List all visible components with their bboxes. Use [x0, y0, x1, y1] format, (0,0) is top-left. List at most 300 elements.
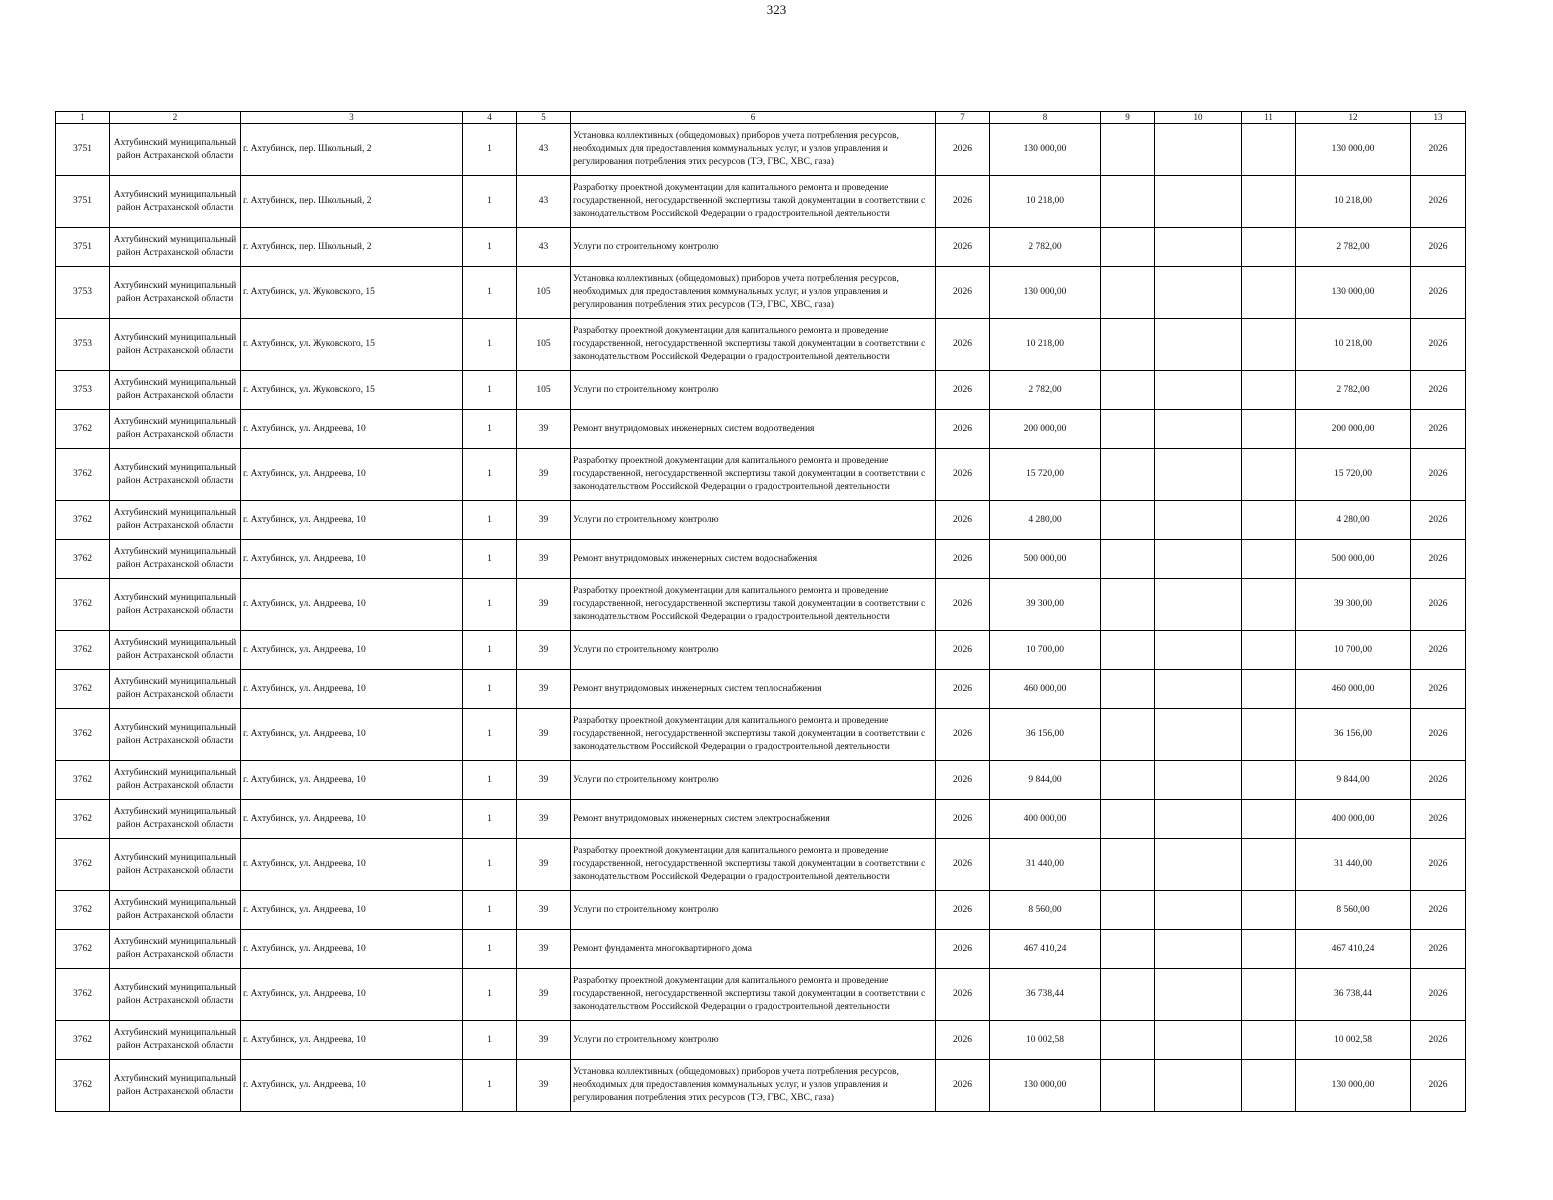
column-header: 13: [1411, 112, 1466, 124]
district-cell: Ахтубинский муниципальный район Астраханской области: [110, 449, 241, 501]
table-row: [56, 969, 1466, 1021]
empty-cell: [1155, 800, 1242, 839]
address-cell: г. Ахтубинск, ул. Андреева, 10: [241, 800, 463, 839]
year-end-cell: 2026: [1411, 410, 1466, 449]
address-cell: г. Ахтубинск, пер. Школьный, 2: [241, 176, 463, 228]
empty-cell: [1242, 228, 1296, 267]
district-cell: Ахтубинский муниципальный район Астраханской области: [110, 891, 241, 930]
record-id: 3753: [56, 371, 110, 410]
count-cell: 1: [463, 371, 517, 410]
empty-cell: [1242, 371, 1296, 410]
amount-cell: 2 782,00: [990, 371, 1101, 410]
empty-cell: [1101, 501, 1155, 540]
amount-cell: 130 000,00: [990, 124, 1101, 176]
empty-cell: [1242, 540, 1296, 579]
unit-cell: 39: [517, 449, 571, 501]
total-cell: 500 000,00: [1296, 540, 1411, 579]
year-end-cell: 2026: [1411, 800, 1466, 839]
address-cell: г. Ахтубинск, ул. Жуковского, 15: [241, 319, 463, 371]
work-description-cell: Установка коллективных (общедомовых) приборов учета потребления ресурсов, необходимых для предоставления коммунальных услуг, и узлов управления и регулирования потребления этих ресурсов (ТЭ, ГВС, ХВС, газа): [571, 267, 936, 319]
amount-cell: 8 560,00: [990, 891, 1101, 930]
total-cell: 9 844,00: [1296, 761, 1411, 800]
count-cell: 1: [463, 449, 517, 501]
total-cell: 400 000,00: [1296, 800, 1411, 839]
column-header: 4: [463, 112, 517, 124]
work-description-cell: Ремонт фундамента многоквартирного дома: [571, 930, 936, 969]
amount-cell: 130 000,00: [990, 1060, 1101, 1112]
empty-cell: [1242, 410, 1296, 449]
column-header: 9: [1101, 112, 1155, 124]
empty-cell: [1155, 1060, 1242, 1112]
total-cell: 10 700,00: [1296, 631, 1411, 670]
record-id: 3762: [56, 839, 110, 891]
address-cell: г. Ахтубинск, ул. Андреева, 10: [241, 839, 463, 891]
amount-cell: 467 410,24: [990, 930, 1101, 969]
empty-cell: [1242, 267, 1296, 319]
empty-cell: [1155, 228, 1242, 267]
address-cell: г. Ахтубинск, ул. Андреева, 10: [241, 891, 463, 930]
unit-cell: 39: [517, 540, 571, 579]
record-id: 3762: [56, 540, 110, 579]
unit-cell: 39: [517, 891, 571, 930]
address-cell: г. Ахтубинск, пер. Школьный, 2: [241, 124, 463, 176]
empty-cell: [1101, 579, 1155, 631]
amount-cell: 9 844,00: [990, 761, 1101, 800]
column-header: 1: [56, 112, 110, 124]
unit-cell: 39: [517, 670, 571, 709]
work-description-cell: Разработку проектной документации для капитального ремонта и проведение государственной, негосударственной экспертизы такой документации в соответствии с законодательством Российской Федерации о градостроительной деятельности: [571, 709, 936, 761]
year-end-cell: 2026: [1411, 930, 1466, 969]
count-cell: 1: [463, 891, 517, 930]
amount-cell: 10 218,00: [990, 176, 1101, 228]
empty-cell: [1101, 124, 1155, 176]
count-cell: 1: [463, 709, 517, 761]
work-description-cell: Услуги по строительному контролю: [571, 631, 936, 670]
year-end-cell: 2026: [1411, 319, 1466, 371]
table-row: [56, 124, 1466, 176]
year-cell: 2026: [936, 1060, 990, 1112]
empty-cell: [1155, 1021, 1242, 1060]
work-description-cell: Разработку проектной документации для капитального ремонта и проведение государственной, негосударственной экспертизы такой документации в соответствии с законодательством Российской Федерации о градостроительной деятельности: [571, 176, 936, 228]
year-cell: 2026: [936, 410, 990, 449]
address-cell: г. Ахтубинск, ул. Жуковского, 15: [241, 371, 463, 410]
empty-cell: [1155, 176, 1242, 228]
empty-cell: [1155, 267, 1242, 319]
table-body: [56, 124, 1466, 1112]
empty-cell: [1155, 540, 1242, 579]
empty-cell: [1155, 839, 1242, 891]
table-row: [56, 540, 1466, 579]
total-cell: 36 738,44: [1296, 969, 1411, 1021]
amount-cell: 130 000,00: [990, 267, 1101, 319]
empty-cell: [1101, 267, 1155, 319]
year-cell: 2026: [936, 319, 990, 371]
count-cell: 1: [463, 319, 517, 371]
district-cell: Ахтубинский муниципальный район Астраханской области: [110, 410, 241, 449]
year-cell: 2026: [936, 670, 990, 709]
table-row: [56, 579, 1466, 631]
address-cell: г. Ахтубинск, ул. Андреева, 10: [241, 1060, 463, 1112]
year-end-cell: 2026: [1411, 761, 1466, 800]
column-header: 10: [1155, 112, 1242, 124]
empty-cell: [1101, 228, 1155, 267]
empty-cell: [1242, 579, 1296, 631]
district-cell: Ахтубинский муниципальный район Астраханской области: [110, 579, 241, 631]
count-cell: 1: [463, 631, 517, 670]
table-row: [56, 319, 1466, 371]
empty-cell: [1242, 1021, 1296, 1060]
unit-cell: 105: [517, 319, 571, 371]
address-cell: г. Ахтубинск, ул. Андреева, 10: [241, 930, 463, 969]
empty-cell: [1242, 709, 1296, 761]
work-description-cell: Ремонт внутридомовых инженерных систем электроснабжения: [571, 800, 936, 839]
empty-cell: [1242, 501, 1296, 540]
record-id: 3762: [56, 631, 110, 670]
table-row: [56, 761, 1466, 800]
year-cell: 2026: [936, 579, 990, 631]
amount-cell: 2 782,00: [990, 228, 1101, 267]
empty-cell: [1155, 449, 1242, 501]
record-id: 3762: [56, 709, 110, 761]
unit-cell: 39: [517, 839, 571, 891]
record-id: 3751: [56, 124, 110, 176]
year-end-cell: 2026: [1411, 631, 1466, 670]
year-cell: 2026: [936, 891, 990, 930]
district-cell: Ахтубинский муниципальный район Астраханской области: [110, 1060, 241, 1112]
district-cell: Ахтубинский муниципальный район Астраханской области: [110, 839, 241, 891]
district-cell: Ахтубинский муниципальный район Астраханской области: [110, 501, 241, 540]
work-description-cell: Ремонт внутридомовых инженерных систем водоотведения: [571, 410, 936, 449]
total-cell: 36 156,00: [1296, 709, 1411, 761]
empty-cell: [1155, 371, 1242, 410]
address-cell: г. Ахтубинск, ул. Андреева, 10: [241, 969, 463, 1021]
total-cell: 2 782,00: [1296, 371, 1411, 410]
work-description-cell: Разработку проектной документации для капитального ремонта и проведение государственной, негосударственной экспертизы такой документации в соответствии с законодательством Российской Федерации о градостроительной деятельности: [571, 449, 936, 501]
district-cell: Ахтубинский муниципальный район Астраханской области: [110, 631, 241, 670]
work-description-cell: Разработку проектной документации для капитального ремонта и проведение государственной, негосударственной экспертизы такой документации в соответствии с законодательством Российской Федерации о градостроительной деятельности: [571, 579, 936, 631]
count-cell: 1: [463, 228, 517, 267]
record-id: 3762: [56, 1021, 110, 1060]
count-cell: 1: [463, 1060, 517, 1112]
district-cell: Ахтубинский муниципальный район Астраханской области: [110, 969, 241, 1021]
amount-cell: 4 280,00: [990, 501, 1101, 540]
table-row: [56, 631, 1466, 670]
year-cell: 2026: [936, 761, 990, 800]
count-cell: 1: [463, 670, 517, 709]
unit-cell: 105: [517, 371, 571, 410]
record-id: 3762: [56, 800, 110, 839]
total-cell: 130 000,00: [1296, 124, 1411, 176]
table-row: [56, 1021, 1466, 1060]
amount-cell: 10 002,58: [990, 1021, 1101, 1060]
empty-cell: [1101, 1060, 1155, 1112]
record-id: 3762: [56, 1060, 110, 1112]
address-cell: г. Ахтубинск, ул. Жуковского, 15: [241, 267, 463, 319]
total-cell: 15 720,00: [1296, 449, 1411, 501]
table-row: [56, 891, 1466, 930]
count-cell: 1: [463, 540, 517, 579]
empty-cell: [1101, 410, 1155, 449]
year-cell: 2026: [936, 501, 990, 540]
table-row: [56, 709, 1466, 761]
amount-cell: 36 156,00: [990, 709, 1101, 761]
empty-cell: [1101, 709, 1155, 761]
year-cell: 2026: [936, 1021, 990, 1060]
empty-cell: [1101, 800, 1155, 839]
unit-cell: 39: [517, 1021, 571, 1060]
amount-cell: 460 000,00: [990, 670, 1101, 709]
table-row: [56, 800, 1466, 839]
count-cell: 1: [463, 579, 517, 631]
total-cell: 130 000,00: [1296, 1060, 1411, 1112]
district-cell: Ахтубинский муниципальный район Астраханской области: [110, 228, 241, 267]
unit-cell: 39: [517, 1060, 571, 1112]
empty-cell: [1242, 124, 1296, 176]
amount-cell: 400 000,00: [990, 800, 1101, 839]
total-cell: 130 000,00: [1296, 267, 1411, 319]
amount-cell: 36 738,44: [990, 969, 1101, 1021]
total-cell: 39 300,00: [1296, 579, 1411, 631]
empty-cell: [1101, 371, 1155, 410]
amount-cell: 39 300,00: [990, 579, 1101, 631]
district-cell: Ахтубинский муниципальный район Астраханской области: [110, 670, 241, 709]
total-cell: 4 280,00: [1296, 501, 1411, 540]
empty-cell: [1155, 410, 1242, 449]
unit-cell: 39: [517, 969, 571, 1021]
unit-cell: 39: [517, 501, 571, 540]
unit-cell: 105: [517, 267, 571, 319]
table-row: [56, 501, 1466, 540]
address-cell: г. Ахтубинск, ул. Андреева, 10: [241, 501, 463, 540]
unit-cell: 43: [517, 176, 571, 228]
year-end-cell: 2026: [1411, 1021, 1466, 1060]
year-end-cell: 2026: [1411, 969, 1466, 1021]
empty-cell: [1155, 969, 1242, 1021]
empty-cell: [1242, 839, 1296, 891]
work-description-cell: Услуги по строительному контролю: [571, 228, 936, 267]
unit-cell: 39: [517, 631, 571, 670]
empty-cell: [1242, 449, 1296, 501]
table-row: [56, 670, 1466, 709]
column-header: 2: [110, 112, 241, 124]
empty-cell: [1101, 839, 1155, 891]
record-id: 3751: [56, 228, 110, 267]
work-description-cell: Услуги по строительному контролю: [571, 891, 936, 930]
record-id: 3762: [56, 410, 110, 449]
table-row: [56, 410, 1466, 449]
unit-cell: 43: [517, 124, 571, 176]
empty-cell: [1242, 891, 1296, 930]
table-row: [56, 371, 1466, 410]
empty-cell: [1242, 631, 1296, 670]
column-header: 5: [517, 112, 571, 124]
column-number-row: [56, 112, 1466, 124]
empty-cell: [1242, 969, 1296, 1021]
table-row: [56, 228, 1466, 267]
record-id: 3762: [56, 501, 110, 540]
record-id: 3762: [56, 969, 110, 1021]
table-row: [56, 839, 1466, 891]
year-cell: 2026: [936, 839, 990, 891]
total-cell: 8 560,00: [1296, 891, 1411, 930]
unit-cell: 43: [517, 228, 571, 267]
district-cell: Ахтубинский муниципальный район Астраханской области: [110, 540, 241, 579]
empty-cell: [1155, 631, 1242, 670]
amount-cell: 10 218,00: [990, 319, 1101, 371]
empty-cell: [1101, 449, 1155, 501]
count-cell: 1: [463, 930, 517, 969]
year-cell: 2026: [936, 930, 990, 969]
district-cell: Ахтубинский муниципальный район Астраханской области: [110, 709, 241, 761]
count-cell: 1: [463, 1021, 517, 1060]
empty-cell: [1101, 540, 1155, 579]
address-cell: г. Ахтубинск, ул. Андреева, 10: [241, 1021, 463, 1060]
capital-repair-table: [55, 111, 1466, 1112]
empty-cell: [1101, 891, 1155, 930]
work-description-cell: Услуги по строительному контролю: [571, 1021, 936, 1060]
empty-cell: [1155, 891, 1242, 930]
empty-cell: [1155, 124, 1242, 176]
work-description-cell: Установка коллективных (общедомовых) приборов учета потребления ресурсов, необходимых для предоставления коммунальных услуг, и узлов управления и регулирования потребления этих ресурсов (ТЭ, ГВС, ХВС, газа): [571, 124, 936, 176]
district-cell: Ахтубинский муниципальный район Астраханской области: [110, 761, 241, 800]
year-cell: 2026: [936, 800, 990, 839]
record-id: 3762: [56, 930, 110, 969]
amount-cell: 200 000,00: [990, 410, 1101, 449]
year-cell: 2026: [936, 540, 990, 579]
table-row: [56, 176, 1466, 228]
year-cell: 2026: [936, 709, 990, 761]
empty-cell: [1155, 709, 1242, 761]
empty-cell: [1155, 319, 1242, 371]
column-header: 11: [1242, 112, 1296, 124]
total-cell: 460 000,00: [1296, 670, 1411, 709]
empty-cell: [1101, 969, 1155, 1021]
empty-cell: [1242, 176, 1296, 228]
year-end-cell: 2026: [1411, 891, 1466, 930]
column-header: 3: [241, 112, 463, 124]
year-end-cell: 2026: [1411, 501, 1466, 540]
total-cell: 10 218,00: [1296, 319, 1411, 371]
address-cell: г. Ахтубинск, ул. Андреева, 10: [241, 540, 463, 579]
empty-cell: [1101, 319, 1155, 371]
record-id: 3762: [56, 449, 110, 501]
year-end-cell: 2026: [1411, 124, 1466, 176]
district-cell: Ахтубинский муниципальный район Астраханской области: [110, 124, 241, 176]
empty-cell: [1155, 930, 1242, 969]
year-cell: 2026: [936, 267, 990, 319]
year-end-cell: 2026: [1411, 709, 1466, 761]
empty-cell: [1155, 501, 1242, 540]
empty-cell: [1101, 631, 1155, 670]
count-cell: 1: [463, 501, 517, 540]
amount-cell: 10 700,00: [990, 631, 1101, 670]
address-cell: г. Ахтубинск, ул. Андреева, 10: [241, 579, 463, 631]
column-header: 6: [571, 112, 936, 124]
district-cell: Ахтубинский муниципальный район Астраханской области: [110, 319, 241, 371]
work-description-cell: Разработку проектной документации для капитального ремонта и проведение государственной, негосударственной экспертизы такой документации в соответствии с законодательством Российской Федерации о градостроительной деятельности: [571, 319, 936, 371]
address-cell: г. Ахтубинск, ул. Андреева, 10: [241, 449, 463, 501]
record-id: 3762: [56, 670, 110, 709]
record-id: 3753: [56, 267, 110, 319]
empty-cell: [1155, 761, 1242, 800]
year-end-cell: 2026: [1411, 579, 1466, 631]
total-cell: 200 000,00: [1296, 410, 1411, 449]
district-cell: Ахтубинский муниципальный район Астраханской области: [110, 371, 241, 410]
count-cell: 1: [463, 176, 517, 228]
district-cell: Ахтубинский муниципальный район Астраханской области: [110, 176, 241, 228]
count-cell: 1: [463, 124, 517, 176]
work-description-cell: Разработку проектной документации для капитального ремонта и проведение государственной, негосударственной экспертизы такой документации в соответствии с законодательством Российской Федерации о градостроительной деятельности: [571, 969, 936, 1021]
empty-cell: [1242, 670, 1296, 709]
amount-cell: 31 440,00: [990, 839, 1101, 891]
address-cell: г. Ахтубинск, пер. Школьный, 2: [241, 228, 463, 267]
address-cell: г. Ахтубинск, ул. Андреева, 10: [241, 410, 463, 449]
total-cell: 2 782,00: [1296, 228, 1411, 267]
count-cell: 1: [463, 267, 517, 319]
district-cell: Ахтубинский муниципальный район Астраханской области: [110, 267, 241, 319]
record-id: 3762: [56, 579, 110, 631]
empty-cell: [1101, 761, 1155, 800]
unit-cell: 39: [517, 761, 571, 800]
address-cell: г. Ахтубинск, ул. Андреева, 10: [241, 670, 463, 709]
year-cell: 2026: [936, 449, 990, 501]
year-end-cell: 2026: [1411, 449, 1466, 501]
work-description-cell: Услуги по строительному контролю: [571, 371, 936, 410]
district-cell: Ахтубинский муниципальный район Астраханской области: [110, 1021, 241, 1060]
page-number: 323: [766, 2, 787, 17]
record-id: 3751: [56, 176, 110, 228]
empty-cell: [1242, 1060, 1296, 1112]
year-end-cell: 2026: [1411, 1060, 1466, 1112]
column-header: 12: [1296, 112, 1411, 124]
work-description-cell: Разработку проектной документации для капитального ремонта и проведение государственной, негосударственной экспертизы такой документации в соответствии с законодательством Российской Федерации о градостроительной деятельности: [571, 839, 936, 891]
count-cell: 1: [463, 761, 517, 800]
work-description-cell: Услуги по строительному контролю: [571, 761, 936, 800]
unit-cell: 39: [517, 800, 571, 839]
table-row: [56, 1060, 1466, 1112]
empty-cell: [1242, 761, 1296, 800]
district-cell: Ахтубинский муниципальный район Астраханской области: [110, 800, 241, 839]
empty-cell: [1101, 670, 1155, 709]
unit-cell: 39: [517, 709, 571, 761]
record-id: 3753: [56, 319, 110, 371]
work-description-cell: Услуги по строительному контролю: [571, 501, 936, 540]
year-end-cell: 2026: [1411, 267, 1466, 319]
unit-cell: 39: [517, 930, 571, 969]
record-id: 3762: [56, 761, 110, 800]
year-cell: 2026: [936, 176, 990, 228]
year-cell: 2026: [936, 124, 990, 176]
year-end-cell: 2026: [1411, 228, 1466, 267]
empty-cell: [1101, 930, 1155, 969]
district-cell: Ахтубинский муниципальный район Астраханской области: [110, 930, 241, 969]
address-cell: г. Ахтубинск, ул. Андреева, 10: [241, 709, 463, 761]
table-row: [56, 267, 1466, 319]
total-cell: 467 410,24: [1296, 930, 1411, 969]
column-header: 7: [936, 112, 990, 124]
unit-cell: 39: [517, 579, 571, 631]
address-cell: г. Ахтубинск, ул. Андреева, 10: [241, 761, 463, 800]
year-end-cell: 2026: [1411, 670, 1466, 709]
total-cell: 10 218,00: [1296, 176, 1411, 228]
count-cell: 1: [463, 800, 517, 839]
year-cell: 2026: [936, 631, 990, 670]
year-end-cell: 2026: [1411, 540, 1466, 579]
amount-cell: 500 000,00: [990, 540, 1101, 579]
work-description-cell: Установка коллективных (общедомовых) приборов учета потребления ресурсов, необходимых для предоставления коммунальных услуг, и узлов управления и регулирования потребления этих ресурсов (ТЭ, ГВС, ХВС, газа): [571, 1060, 936, 1112]
empty-cell: [1155, 579, 1242, 631]
empty-cell: [1101, 176, 1155, 228]
